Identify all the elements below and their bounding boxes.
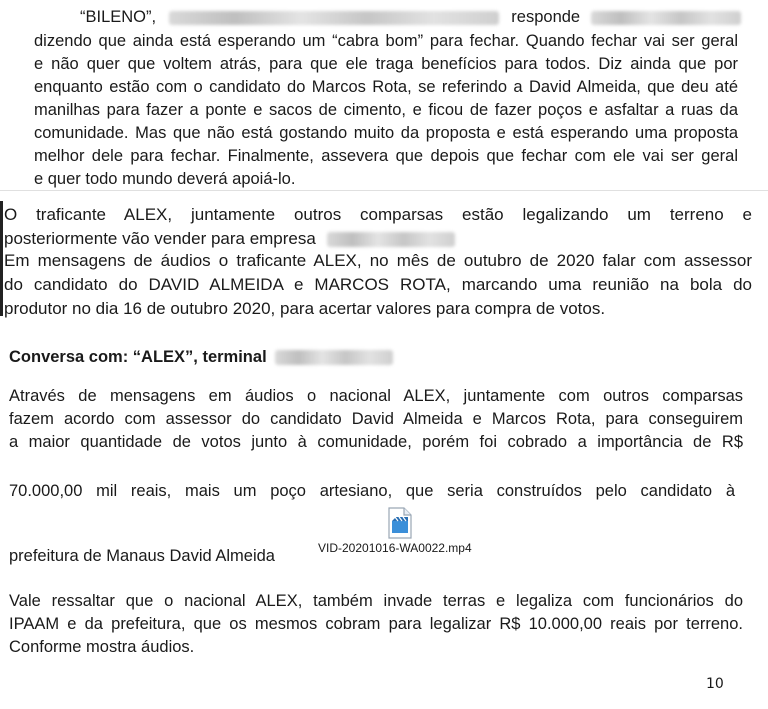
- doc-line: O traficante ALEX, juntamente outros comparsas estão legalizando um terreno e: [4, 205, 752, 224]
- doc-line: e quer todo mundo deverá apoiá-lo.: [34, 170, 296, 188]
- doc-line: melhor dele para fechar. Finalmente, assevera que depois que fechar com ele vai ser geral: [34, 147, 738, 165]
- doc-line: [4, 228, 455, 250]
- doc-line: Em mensagens de áudios o traficante ALEX, no mês de outubro de 2020 falar com assessor: [4, 251, 752, 270]
- redacted-block: [169, 11, 499, 25]
- document-excerpt-1: [0, 0, 768, 190]
- conversation-heading: [9, 346, 393, 368]
- redacted-block: [275, 350, 393, 365]
- doc-line: comunidade. Mas que não está gostando muito da proposta e está esperando uma proposta: [34, 124, 738, 142]
- doc-text: posteriormente vão vender para empresa: [4, 229, 316, 248]
- doc-line: dizendo que ainda está esperando um “cabra bom” para fechar. Quando fechar vai ser geral: [34, 32, 738, 50]
- doc-line: Conforme mostra áudios.: [9, 638, 195, 656]
- doc-line: fazem acordo com assessor do candidato David Almeida e Marcos Rota, para conseguirem: [9, 410, 743, 428]
- doc-line: e não quer que voltem atrás, para que ele traga benefícios para todos. Diz ainda que por: [34, 55, 738, 73]
- redacted-block: [591, 11, 741, 25]
- doc-line: a maior quantidade de votos junto à comunidade, porém foi cobrado a importância de R$: [9, 433, 743, 451]
- doc-text: responde: [511, 8, 581, 26]
- doc-line: Vale ressaltar que o nacional ALEX, também invade terras e legaliza com funcionários do: [9, 592, 743, 610]
- doc-line: do candidato do DAVID ALMEIDA e MARCOS ROTA, marcando uma reunião na bola do: [4, 275, 752, 294]
- doc-line: enquanto estão com o candidato do Marcos Rota, se referindo a David Almeida, que deu até: [34, 78, 738, 96]
- redacted-block: [327, 232, 455, 247]
- document-excerpt-3: [0, 326, 768, 709]
- doc-line: prefeitura de Manaus David Almeida: [9, 547, 275, 565]
- doc-line: [80, 6, 720, 28]
- doc-line: 70.000,00 mil reais, mais um poço artesiano, que seria construídos pelo candidato à: [9, 482, 735, 500]
- page-number: 10: [706, 676, 724, 692]
- doc-line: produtor no dia 16 de outubro 2020, para acertar valores para compra de votos.: [4, 299, 606, 318]
- doc-line: IPAAM e da prefeitura, que os mesmos cobram para legalizar R$ 10.000,00 reais por terreno.: [9, 615, 743, 633]
- doc-line: Através de mensagens em áudios o nacional ALEX, juntamente com outros comparsas: [9, 387, 743, 405]
- heading-text: Conversa com: “ALEX”, terminal: [9, 348, 267, 366]
- doc-line: manilhas para fazer a ponte e sacos de cimento, e ficou de fazer poços e asfaltar a ruas da: [34, 101, 738, 119]
- attachment-filename[interactable]: VID-20201016-WA0022.mp4: [318, 541, 472, 555]
- document-excerpt-2: [0, 190, 768, 327]
- video-file-icon[interactable]: [387, 507, 413, 539]
- speaker-name: “BILENO”,: [80, 8, 157, 26]
